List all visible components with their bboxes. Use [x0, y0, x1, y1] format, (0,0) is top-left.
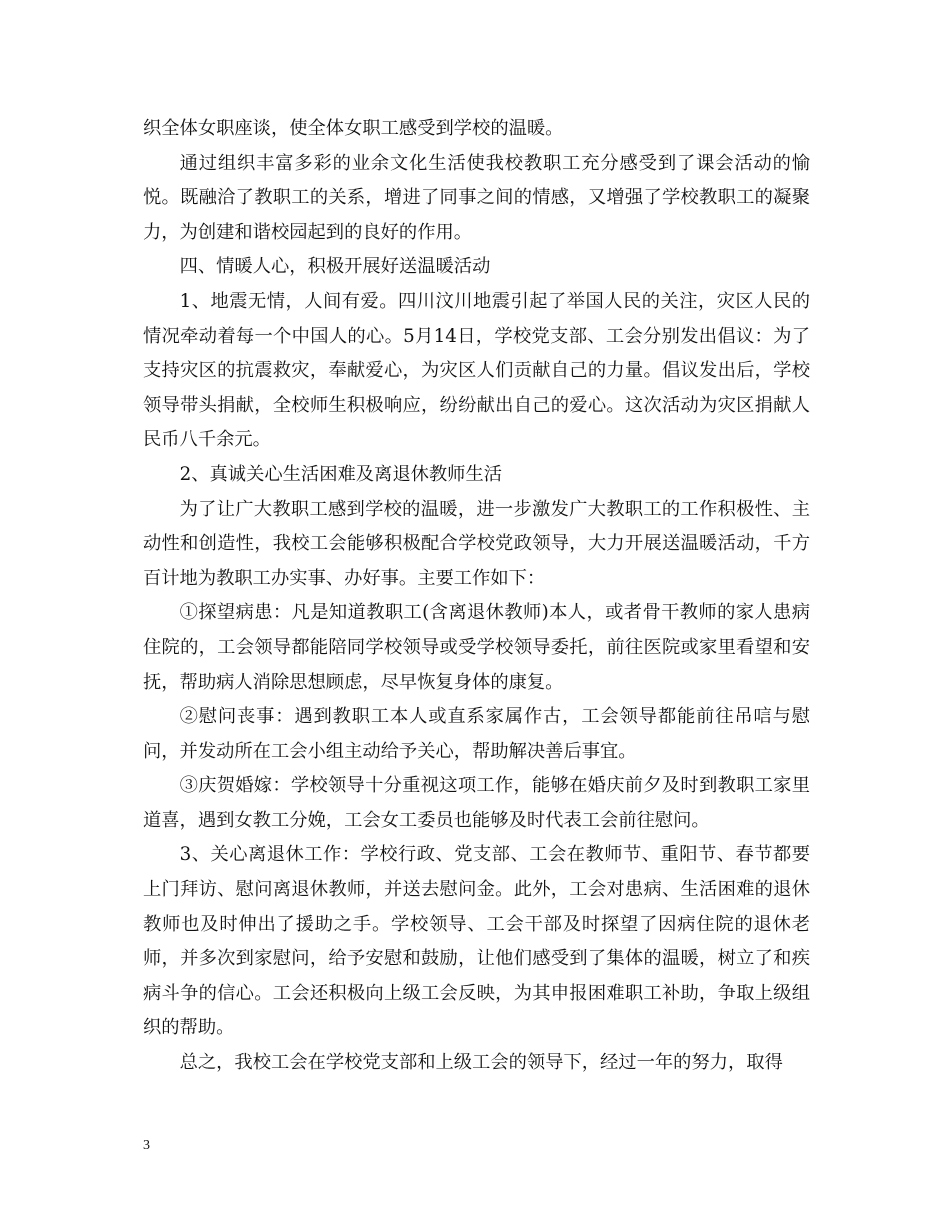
- list-item: ①探望病患：凡是知道教职工(含离退休教师)本人，或者骨干教师的家人患病住院的，工会领导都能陪同学校领导或受学校领导委托，前往医院或家里看望和安抚，帮助病人消除思想顾虑，尽早恢复身体的康复。: [143, 602, 810, 693]
- paragraph: 织全体女职座谈，使全体女职工感受到学校的温暖。: [143, 118, 564, 139]
- section-heading: 四、情暖人心，积极开展好送温暖活动: [179, 256, 491, 278]
- paragraph: 3、关心离退休工作：学校行政、党支部、工会在教师节、重阳节、春节都要上门拜访、慰问离退休教师，并送去慰问金。此外，工会对患病、生活困难的退休教师也及时伸出了援助之手。学校领导、工会干部及时探望了因病住院的退休老师，并多次到家慰问，给予安慰和鼓励，让他们感受到了集体的温暖，树立了和疾病斗争的信心。工会还积极向上级工会反映，为其申报困难职工补助，争取上级组织的帮助。: [143, 844, 810, 1039]
- subsection-heading: 2、真诚关心生活困难及离退休教师生活: [179, 463, 503, 485]
- list-item: ②慰问丧事：遇到教职工本人或直系家属作古，工会领导都能前往吊唁与慰问，并发动所在工会小组主动给予关心，帮助解决善后事宜。: [143, 706, 810, 762]
- page-number: 3: [143, 1138, 150, 1153]
- paragraph: 总之，我校工会在学校党支部和上级工会的领导下，经过一年的努力，取得: [179, 1052, 783, 1074]
- paragraph: 1、地震无情，人间有爱。四川汶川地震引起了举国人民的关注，灾区人民的情况牵动着每一个中国人的心。5月14日，学校党支部、工会分别发出倡议：为了支持灾区的抗震救灾，奉献爱心，为灾区人们贡献自己的力量。倡议发出后，学校领导带头捐献，全校师生积极响应，纷纷献出自己的爱心。这次活动为灾区捐献人民币八千余元。: [143, 290, 810, 451]
- list-item: ③庆贺婚嫁：学校领导十分重视这项工作，能够在婚庆前夕及时到教职工家里道喜，遇到女教工分娩，工会女工委员也能够及时代表工会前往慰问。: [143, 775, 810, 831]
- paragraph: 为了让广大教职工感到学校的温暖，进一步激发广大教职工的工作积极性、主动性和创造性，我校工会能够积极配合学校党政领导，大力开展送温暖活动，千方百计地为教职工办实事、办好事。主要工作如下：: [143, 498, 810, 589]
- body-text: [143, 112, 810, 1081]
- paragraph: 通过组织丰富多彩的业余文化生活使我校教职工充分感受到了课会活动的愉悦。既融洽了教职工的关系，增进了同事之间的情感，又增强了学校教职工的凝聚力，为创建和谐校园起到的良好的作用。: [143, 152, 810, 243]
